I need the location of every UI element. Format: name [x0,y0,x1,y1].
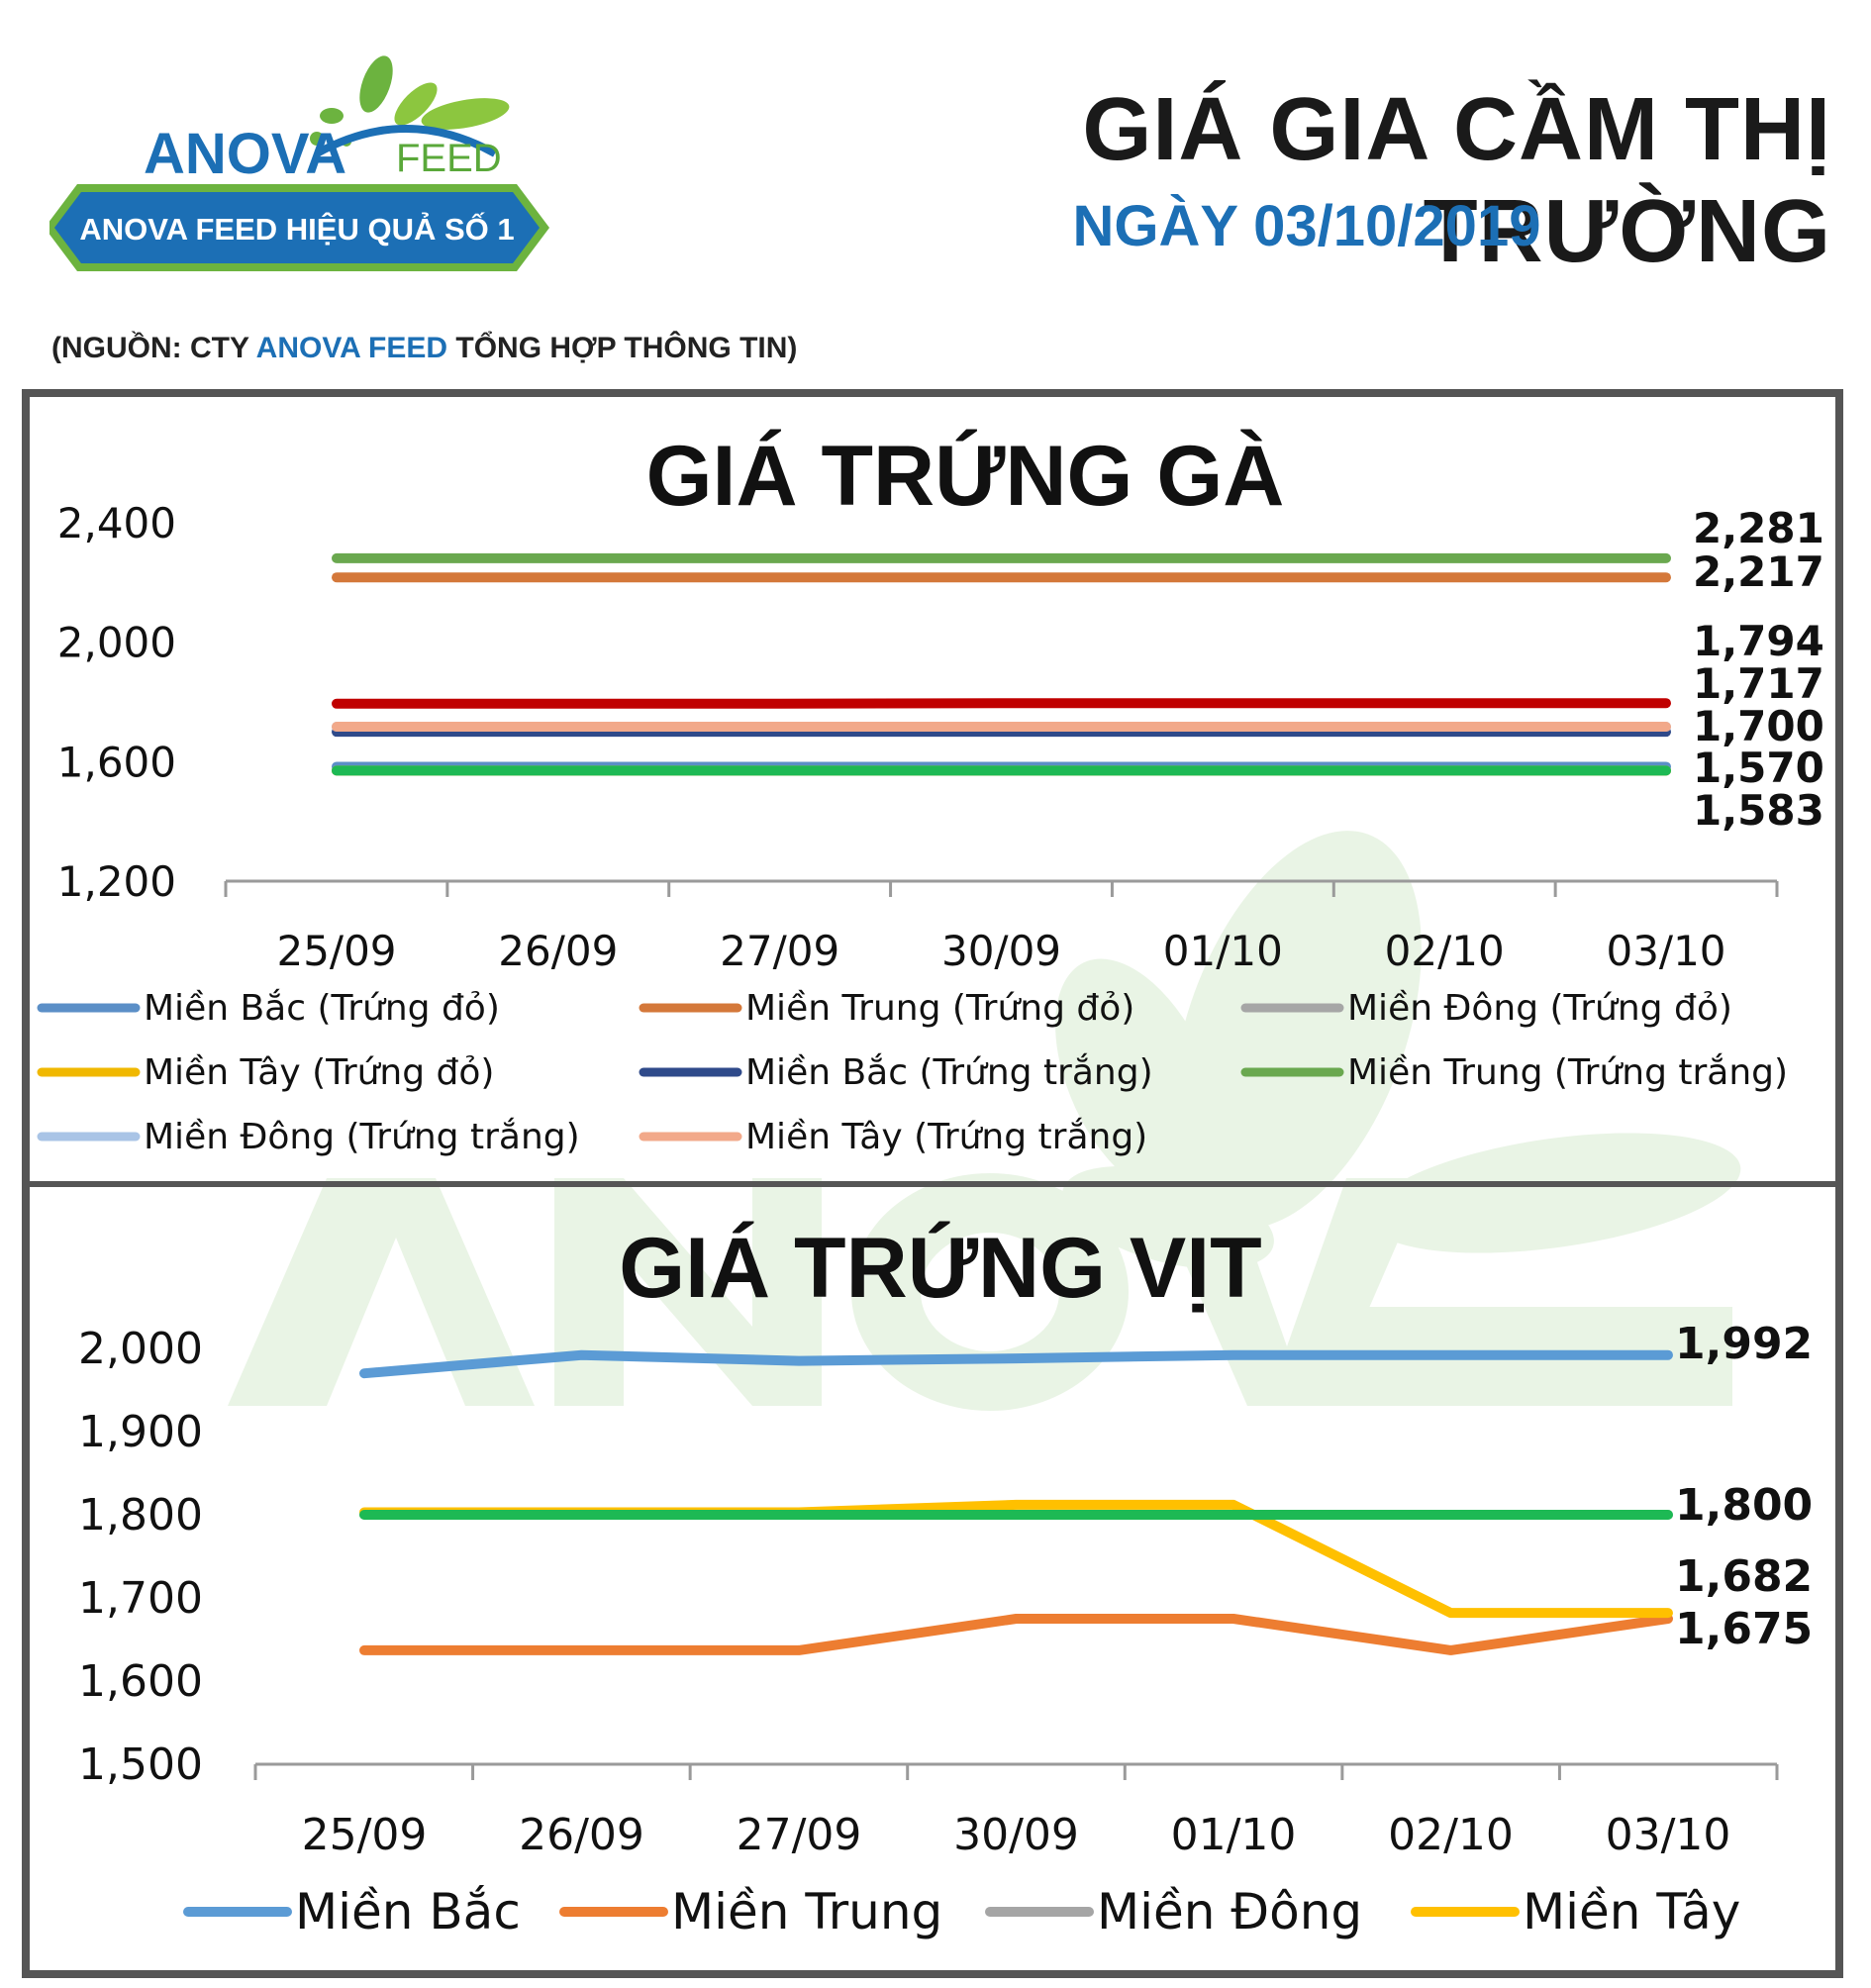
legend-label: Miền Đông [1097,1883,1363,1940]
x-tick-label: 26/09 [519,1810,644,1860]
brand-suffix: FEED [396,137,502,180]
end-value-label: 1,700 [1693,702,1824,750]
x-tick-label: 27/09 [736,1810,862,1860]
x-tick-label: 26/09 [498,927,619,975]
x-tick-label: 30/09 [940,927,1062,975]
end-value-label: 2,281 [1693,504,1824,552]
legend-label: Miền Bắc (Trứng trắng) [745,1052,1153,1093]
y-tick-label: 1,700 [78,1573,203,1624]
legend-label: Miền Bắc (Trứng đỏ) [144,988,500,1029]
legend-label: Miền Tây (Trứng trắng) [745,1117,1148,1157]
legend-label: Miền Trung (Trứng đỏ) [745,988,1135,1029]
source-company: ANOVA FEED [255,332,448,364]
y-tick-label: 1,500 [78,1740,203,1790]
legend-label: Miền Đông (Trứng trắng) [144,1117,580,1157]
y-tick-label: 1,200 [56,857,176,906]
source-prefix: (NGUỒN: CTY [51,332,256,364]
legend-label: Miền Bắc [295,1883,521,1940]
x-tick-label: 03/10 [1606,927,1726,975]
end-value-label: 1,570 [1693,744,1824,792]
y-tick-label: 2,400 [56,499,176,547]
end-value-label: 2,217 [1693,547,1824,596]
end-value-label: 1,800 [1675,1480,1814,1531]
end-value-label: 1,675 [1675,1604,1814,1654]
end-value-label: 1,583 [1693,786,1824,835]
x-tick-label: 30/09 [953,1810,1079,1860]
legend-label: Miền Đông (Trứng đỏ) [1347,988,1732,1029]
legend-label: Miền Tây [1523,1883,1741,1940]
page-title: GIÁ GIA CẦM THỊ TRƯỜNG [1082,80,1831,281]
x-tick-label: 27/09 [720,927,840,975]
end-value-label: 1,992 [1675,1319,1814,1369]
legend-label: Miền Trung (Trứng trắng) [1347,1052,1789,1093]
date-line: NGÀY 03/10/2019 [1072,194,1541,258]
x-tick-label: 02/10 [1388,1810,1514,1860]
legend-label: Miền Trung [671,1883,943,1940]
source-suffix: TỔNG HỢP THÔNG TIN) [447,332,798,364]
x-tick-label: 25/09 [276,927,397,975]
x-tick-label: 03/10 [1605,1810,1731,1860]
y-tick-label: 1,900 [78,1407,203,1457]
series-line [364,1355,1668,1373]
brand-name: ANOVA [144,122,347,186]
chart-title: GIÁ TRỨNG VỊT [619,1221,1262,1316]
series-line [337,703,1666,704]
x-tick-label: 01/10 [1170,1810,1297,1860]
series-line [364,1619,1668,1650]
y-tick-label: 2,000 [56,618,176,667]
y-tick-label: 1,600 [78,1656,203,1707]
end-value-label: 1,794 [1693,617,1824,665]
x-tick-label: 01/10 [1162,927,1283,975]
y-tick-label: 1,800 [78,1490,203,1541]
y-tick-label: 1,600 [56,738,176,787]
end-value-label: 1,682 [1675,1551,1814,1602]
series-line [364,1505,1668,1613]
end-value-label: 1,717 [1693,659,1824,708]
x-tick-label: 02/10 [1384,927,1505,975]
y-tick-label: 2,000 [78,1324,203,1374]
legend-label: Miền Tây (Trứng đỏ) [144,1052,495,1093]
chart-title: GIÁ TRỨNG GÀ [645,429,1285,524]
x-tick-label: 25/09 [301,1810,428,1860]
brand-slogan: ANOVA FEED HIỆU QUẢ SỐ 1 [79,212,515,247]
